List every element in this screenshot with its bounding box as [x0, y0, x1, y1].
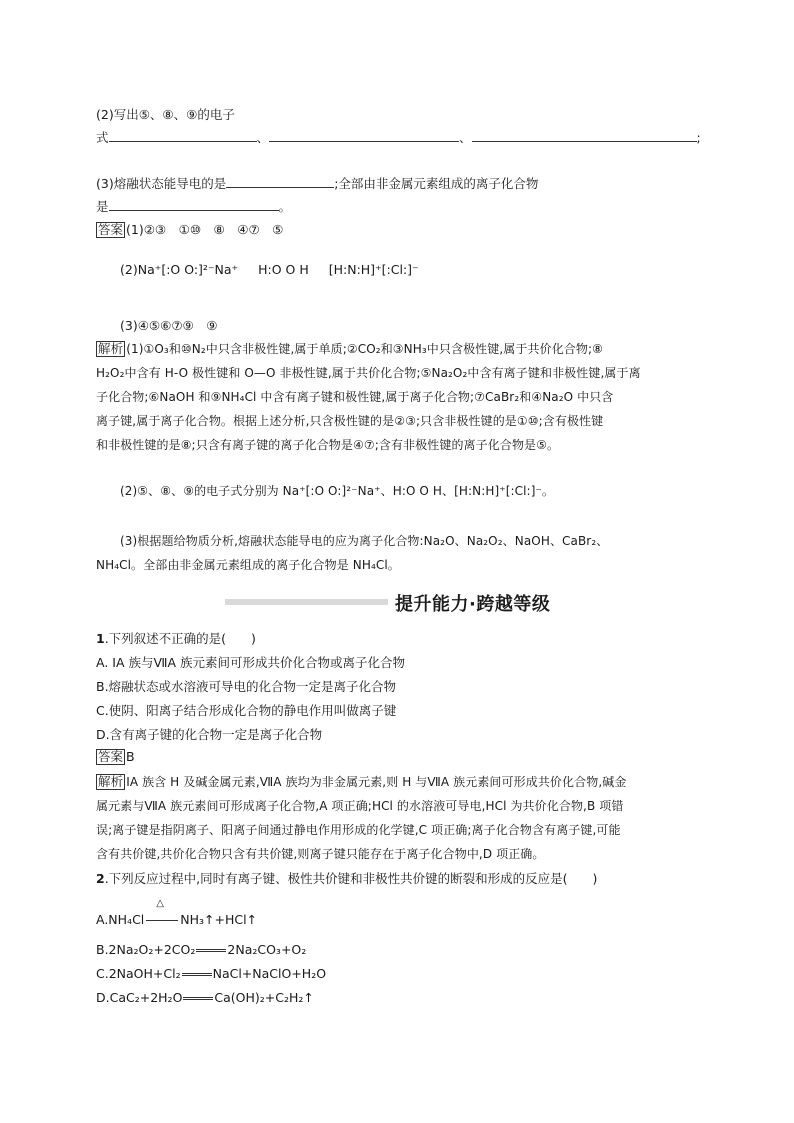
- answer-tag: 答案: [98, 749, 124, 764]
- electron-formula-nh4cl: [H:N:H]⁺[:Cl:]⁻: [328, 262, 419, 277]
- question-2-stem: [96, 869, 597, 887]
- part2-sep-2: 、: [459, 130, 472, 145]
- banner-bar: [225, 599, 388, 605]
- question-1-analysis-text-1: ⅠA 族含 H 及碱金属元素,ⅦA 族均为非金属元素,则 H 与ⅦA 族元素间可形成共价化合物,碱金: [126, 775, 627, 789]
- option-b-reactant: B.2Na₂O₂+2CO₂: [96, 942, 196, 957]
- heat-arrow: [144, 898, 180, 927]
- part2-line1: [96, 105, 235, 123]
- part3-line2-start: 是: [96, 199, 109, 214]
- analysis1-line4: 离子键,属于离子化合物。根据上述分析,只含极性键的是②③;只含非极性键的是①⑩;含有极性键: [96, 414, 604, 428]
- part3-text1: (3)熔融状态能导电的是: [96, 176, 227, 191]
- analysis1-part3-line1: (3)根据题给物质分析,熔融状态能导电的应为离子化合物:Na₂O、Na₂O₂、NaOH、CaBr₂、: [120, 534, 609, 548]
- question-2-number: 2: [96, 871, 105, 886]
- part2-line2: [96, 128, 701, 146]
- analysis-tag: 解析: [98, 774, 124, 789]
- part2-prefix: (2)写出⑤、⑧、⑨的电子: [96, 107, 235, 122]
- equals-sign: [196, 949, 226, 952]
- answer-blank-1[interactable]: [109, 129, 257, 142]
- answer1-line2: [120, 262, 419, 277]
- answer-blank-5[interactable]: [109, 198, 279, 211]
- analysis1-line3: 子化合物;⑥NaOH 和⑨NH₄Cl 中含有离子键和极性键,属于离子化合物;⑦CaBr₂和④Na₂O 中只含: [96, 390, 614, 404]
- option-b-product: 2Na₂CO₃+O₂: [227, 942, 307, 957]
- question-1-analysis-line3: 误;离子键是指阴离子、阳离子间通过静电作用形成的化学键,C 项正确;离子化合物含有离子键,可能: [96, 823, 621, 837]
- answer-blank-2[interactable]: [269, 129, 459, 142]
- part3-end: 。: [278, 199, 292, 214]
- equals-sign: [182, 973, 212, 976]
- part2-end: ;: [696, 130, 701, 145]
- analysis1-text-1: (1)①O₃和⑩N₂中只含非极性键,属于单质;②CO₂和③NH₃中只含极性键,属于共价化合物;⑧: [126, 342, 603, 356]
- question-1-text: .下列叙述不正确的是( ): [104, 631, 256, 646]
- analysis1-line1: [96, 340, 603, 357]
- section-banner: 提升能力·跨越等级: [395, 594, 551, 615]
- analysis1-part3-line2: NH₄Cl。全部由非金属元素组成的离子化合物是 NH₄Cl。: [96, 558, 400, 572]
- question-1-answer: [96, 749, 135, 765]
- question-2-option-d[interactable]: [96, 990, 314, 1005]
- question-2-option-c[interactable]: [96, 966, 326, 981]
- answer1-text: (1)②③ ①⑩ ⑧ ④⑦ ⑤: [126, 222, 284, 237]
- question-1-analysis-line2: 属元素与ⅦA 族元素间可形成离子化合物,A 项正确;HCl 的水溶液可导电,HCl 为共价化合物,B 项错: [96, 799, 624, 813]
- question-1-number: 1: [96, 631, 105, 646]
- electron-formula-na2o2: Na⁺[:O O:]²⁻Na⁺: [137, 262, 239, 277]
- option-c-product: NaCl+NaClO+H₂O: [212, 966, 327, 981]
- question-2-text: .下列反应过程中,同时有离子键、极性共价键和非极性共价键的断裂和形成的反应是( ): [104, 871, 598, 886]
- heat-condition: △: [156, 898, 164, 909]
- question-1-analysis-line4: 含有共价键,共价化合物只含有共价键,则离子键只能存在于离子化合物中,D 项正确。: [96, 847, 545, 861]
- question-1-analysis-line1: [96, 773, 626, 790]
- question-1-answer-value: B: [126, 749, 135, 764]
- option-c-reactant: C.2NaOH+Cl₂: [96, 966, 181, 981]
- answer1-label: (2): [120, 262, 138, 277]
- answer1-part3: (3)④⑤⑥⑦⑨ ⑨: [120, 318, 218, 333]
- equals-sign: [183, 997, 213, 1000]
- question-1-option-b[interactable]: B.熔融状态或水溶液可导电的化合物一定是离子化合物: [96, 679, 397, 694]
- question-1-stem: [96, 629, 256, 647]
- answer-blank-4[interactable]: [226, 175, 334, 188]
- analysis1-formulas: (2)⑤、⑧、⑨的电子式分别为 Na⁺[:O O:]²⁻Na⁺、H:O O H、[H:N:H]⁺[:Cl:]⁻。: [120, 484, 555, 498]
- question-1-option-d[interactable]: D.含有离子键的化合物一定是离子化合物: [96, 727, 323, 742]
- question-2-option-b[interactable]: [96, 942, 306, 957]
- option-a-product: NH₃↑+HCl↑: [180, 912, 258, 927]
- part3-text2: ;全部由非金属元素组成的离子化合物: [334, 176, 539, 191]
- answer-tag: 答案: [98, 222, 124, 237]
- option-a-reactant: A.NH₄Cl: [96, 912, 145, 927]
- question-2-option-a[interactable]: [96, 898, 258, 927]
- option-d-reactant: D.CaC₂+2H₂O: [96, 990, 183, 1005]
- question-1-option-a[interactable]: A. ⅠA 族与ⅦA 族元素间可形成共价化合物或离子化合物: [96, 655, 406, 670]
- part3-line1: [96, 174, 538, 192]
- question-1-option-c[interactable]: C.使阴、阳离子结合形成化合物的静电作用叫做离子键: [96, 703, 397, 718]
- answer1-line1: [96, 220, 283, 238]
- answer1-line3: [120, 316, 217, 334]
- analysis1-line5: 和非极性键的是⑧;只含有离子键的离子化合物是④⑦;含有非极性键的离子化合物是⑤。: [96, 438, 560, 452]
- electron-formula-h2o2: H:O O H: [258, 262, 309, 277]
- part3-line2: [96, 197, 291, 215]
- part2-line2-start: 式: [96, 130, 109, 145]
- analysis1-line2: H₂O₂中含有 H-O 极性键和 O—O 非极性键,属于共价化合物;⑤Na₂O₂中含有离子键和非极性键,属于离: [96, 366, 641, 380]
- analysis-tag: 解析: [98, 341, 124, 356]
- option-d-product: Ca(OH)₂+C₂H₂↑: [214, 990, 314, 1005]
- answer-blank-3[interactable]: [472, 129, 697, 142]
- part2-sep-1: 、: [256, 130, 270, 145]
